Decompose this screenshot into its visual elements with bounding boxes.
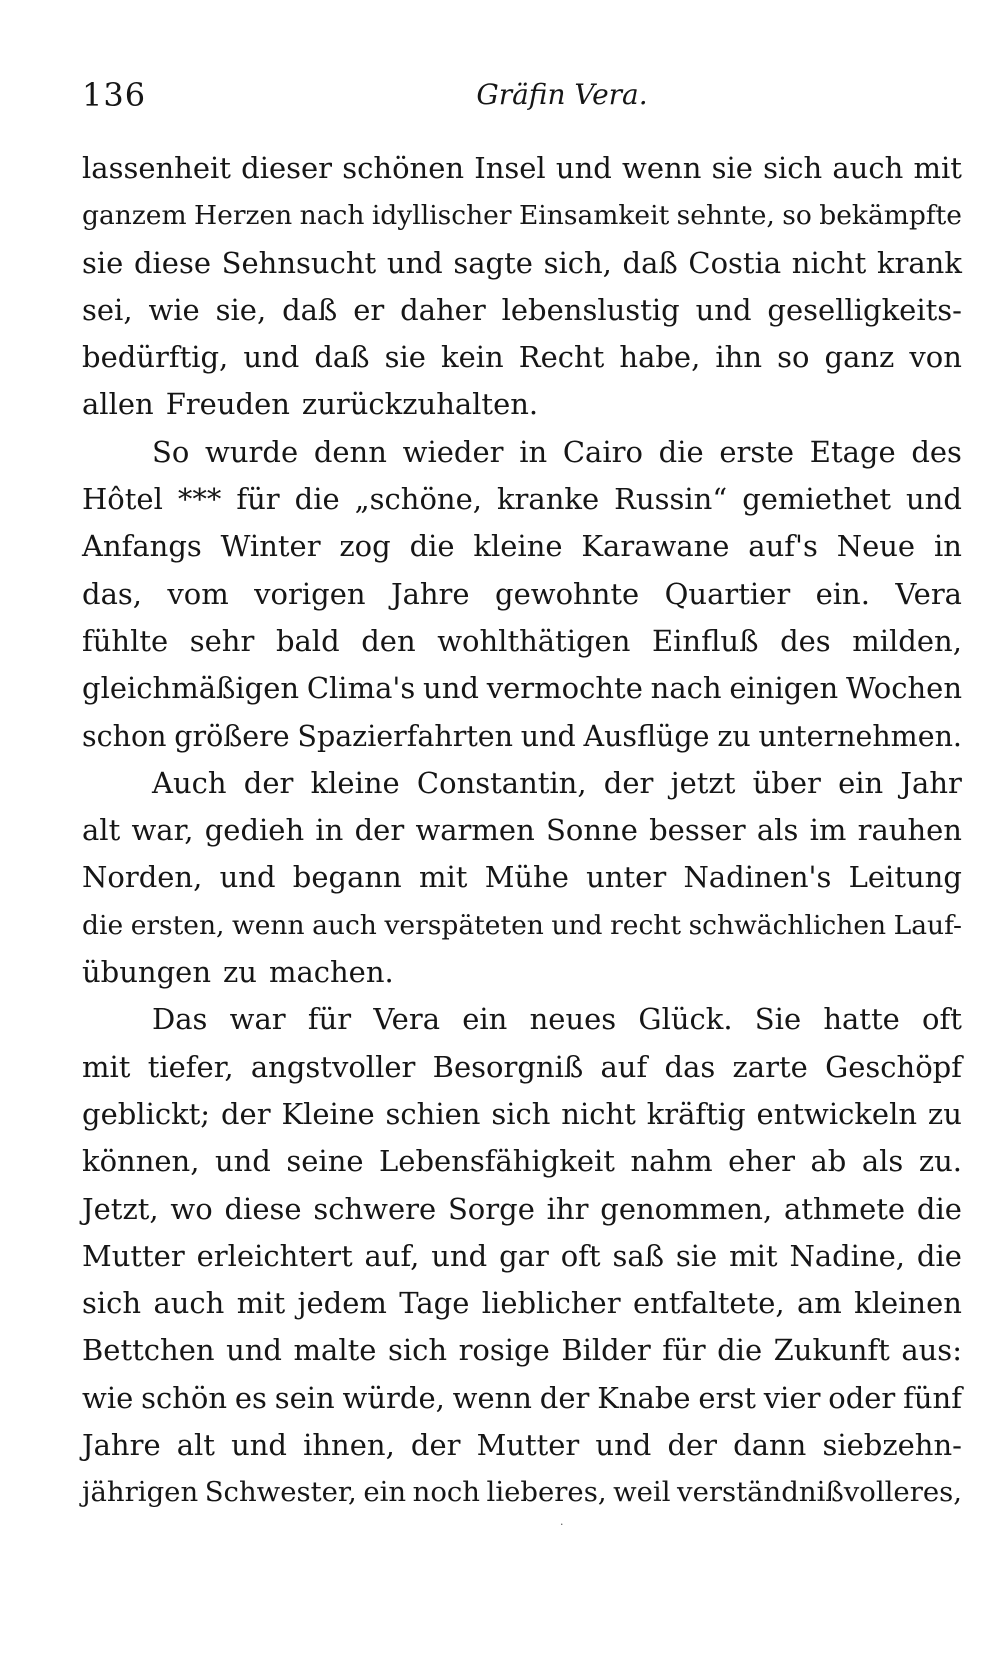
body-text	[82, 145, 962, 1517]
text-line: Jetzt, wo diese schwere Sorge ihr genommen, athmete die	[82, 1191, 962, 1226]
text-line: Norden, und begann mit Mühe unter Nadinen's Leitung	[82, 860, 962, 895]
text-line: Jahre alt und ihnen, der Mutter und der dann siebzehn-	[82, 1428, 962, 1463]
text-line: Anfangs Winter zog die kleine Karawane auf's Neue in	[82, 529, 962, 564]
page-number: 136	[82, 76, 147, 114]
print-speck: ·	[560, 1518, 564, 1531]
text-line: Hôtel *** für die „schöne, kranke Russin“ gemiethet und	[82, 482, 962, 517]
text-line: wie schön es sein würde, wenn der Knabe erst vier oder fünf	[82, 1380, 962, 1415]
running-title: Gräfin Vera.	[476, 78, 648, 111]
text-line: fühlte sehr bald den wohlthätigen Einfluß des milden,	[82, 623, 962, 658]
text-line: Das war für Vera ein neues Glück. Sie hatte oft	[152, 1002, 962, 1037]
text-line: Mutter erleichtert auf, und gar oft saß sie mit Nadine, die	[82, 1238, 962, 1273]
text-line: geblickt; der Kleine schien sich nicht kräftig entwickeln zu	[82, 1096, 962, 1131]
text-line: das, vom vorigen Jahre gewohnte Quartier ein. Vera	[82, 576, 962, 611]
text-line: übungen zu machen.	[82, 955, 394, 990]
text-line: jährigen Schwester, ein noch lieberes, weil verständnißvolleres,	[82, 1476, 962, 1509]
text-line: Bettchen und malte sich rosige Bilder für die Zukunft aus:	[82, 1333, 962, 1368]
text-line: sie diese Sehnsucht und sagte sich, daß Costia nicht krank	[82, 245, 962, 280]
text-line: bedürftig, und daß sie kein Recht habe, ihn so ganz von	[82, 340, 962, 375]
text-line: Auch der kleine Constantin, der jetzt über ein Jahr	[152, 765, 962, 800]
text-line: So wurde denn wieder in Cairo die erste Etage des	[152, 434, 962, 469]
text-line: mit tiefer, angstvoller Besorgniß auf das zarte Geschöpf	[82, 1049, 962, 1084]
text-line: die ersten, wenn auch verspäteten und recht schwächlichen Lauf-	[82, 909, 962, 941]
text-line: schon größere Spazierfahrten und Ausflüge zu unternehmen.	[82, 719, 962, 753]
text-line: ganzem Herzen nach idyllischer Einsamkeit sehnte, so bekämpfte	[82, 200, 962, 232]
text-line: können, und seine Lebensfähigkeit nahm eher ab als zu.	[82, 1144, 962, 1179]
text-line: lassenheit dieser schönen Insel und wenn sie sich auch mit	[82, 151, 962, 185]
text-line: sei, wie sie, daß er daher lebenslustig und geselligkeits-	[82, 292, 962, 327]
text-line: alt war, gedieh in der warmen Sonne besser als im rauhen	[82, 813, 962, 848]
text-line: sich auch mit jedem Tage lieblicher entfaltete, am kleinen	[82, 1286, 962, 1321]
text-line: allen Freuden zurückzuhalten.	[82, 387, 539, 422]
text-line: gleichmäßigen Clima's und vermochte nach einigen Wochen	[82, 671, 962, 706]
running-head	[82, 72, 962, 122]
